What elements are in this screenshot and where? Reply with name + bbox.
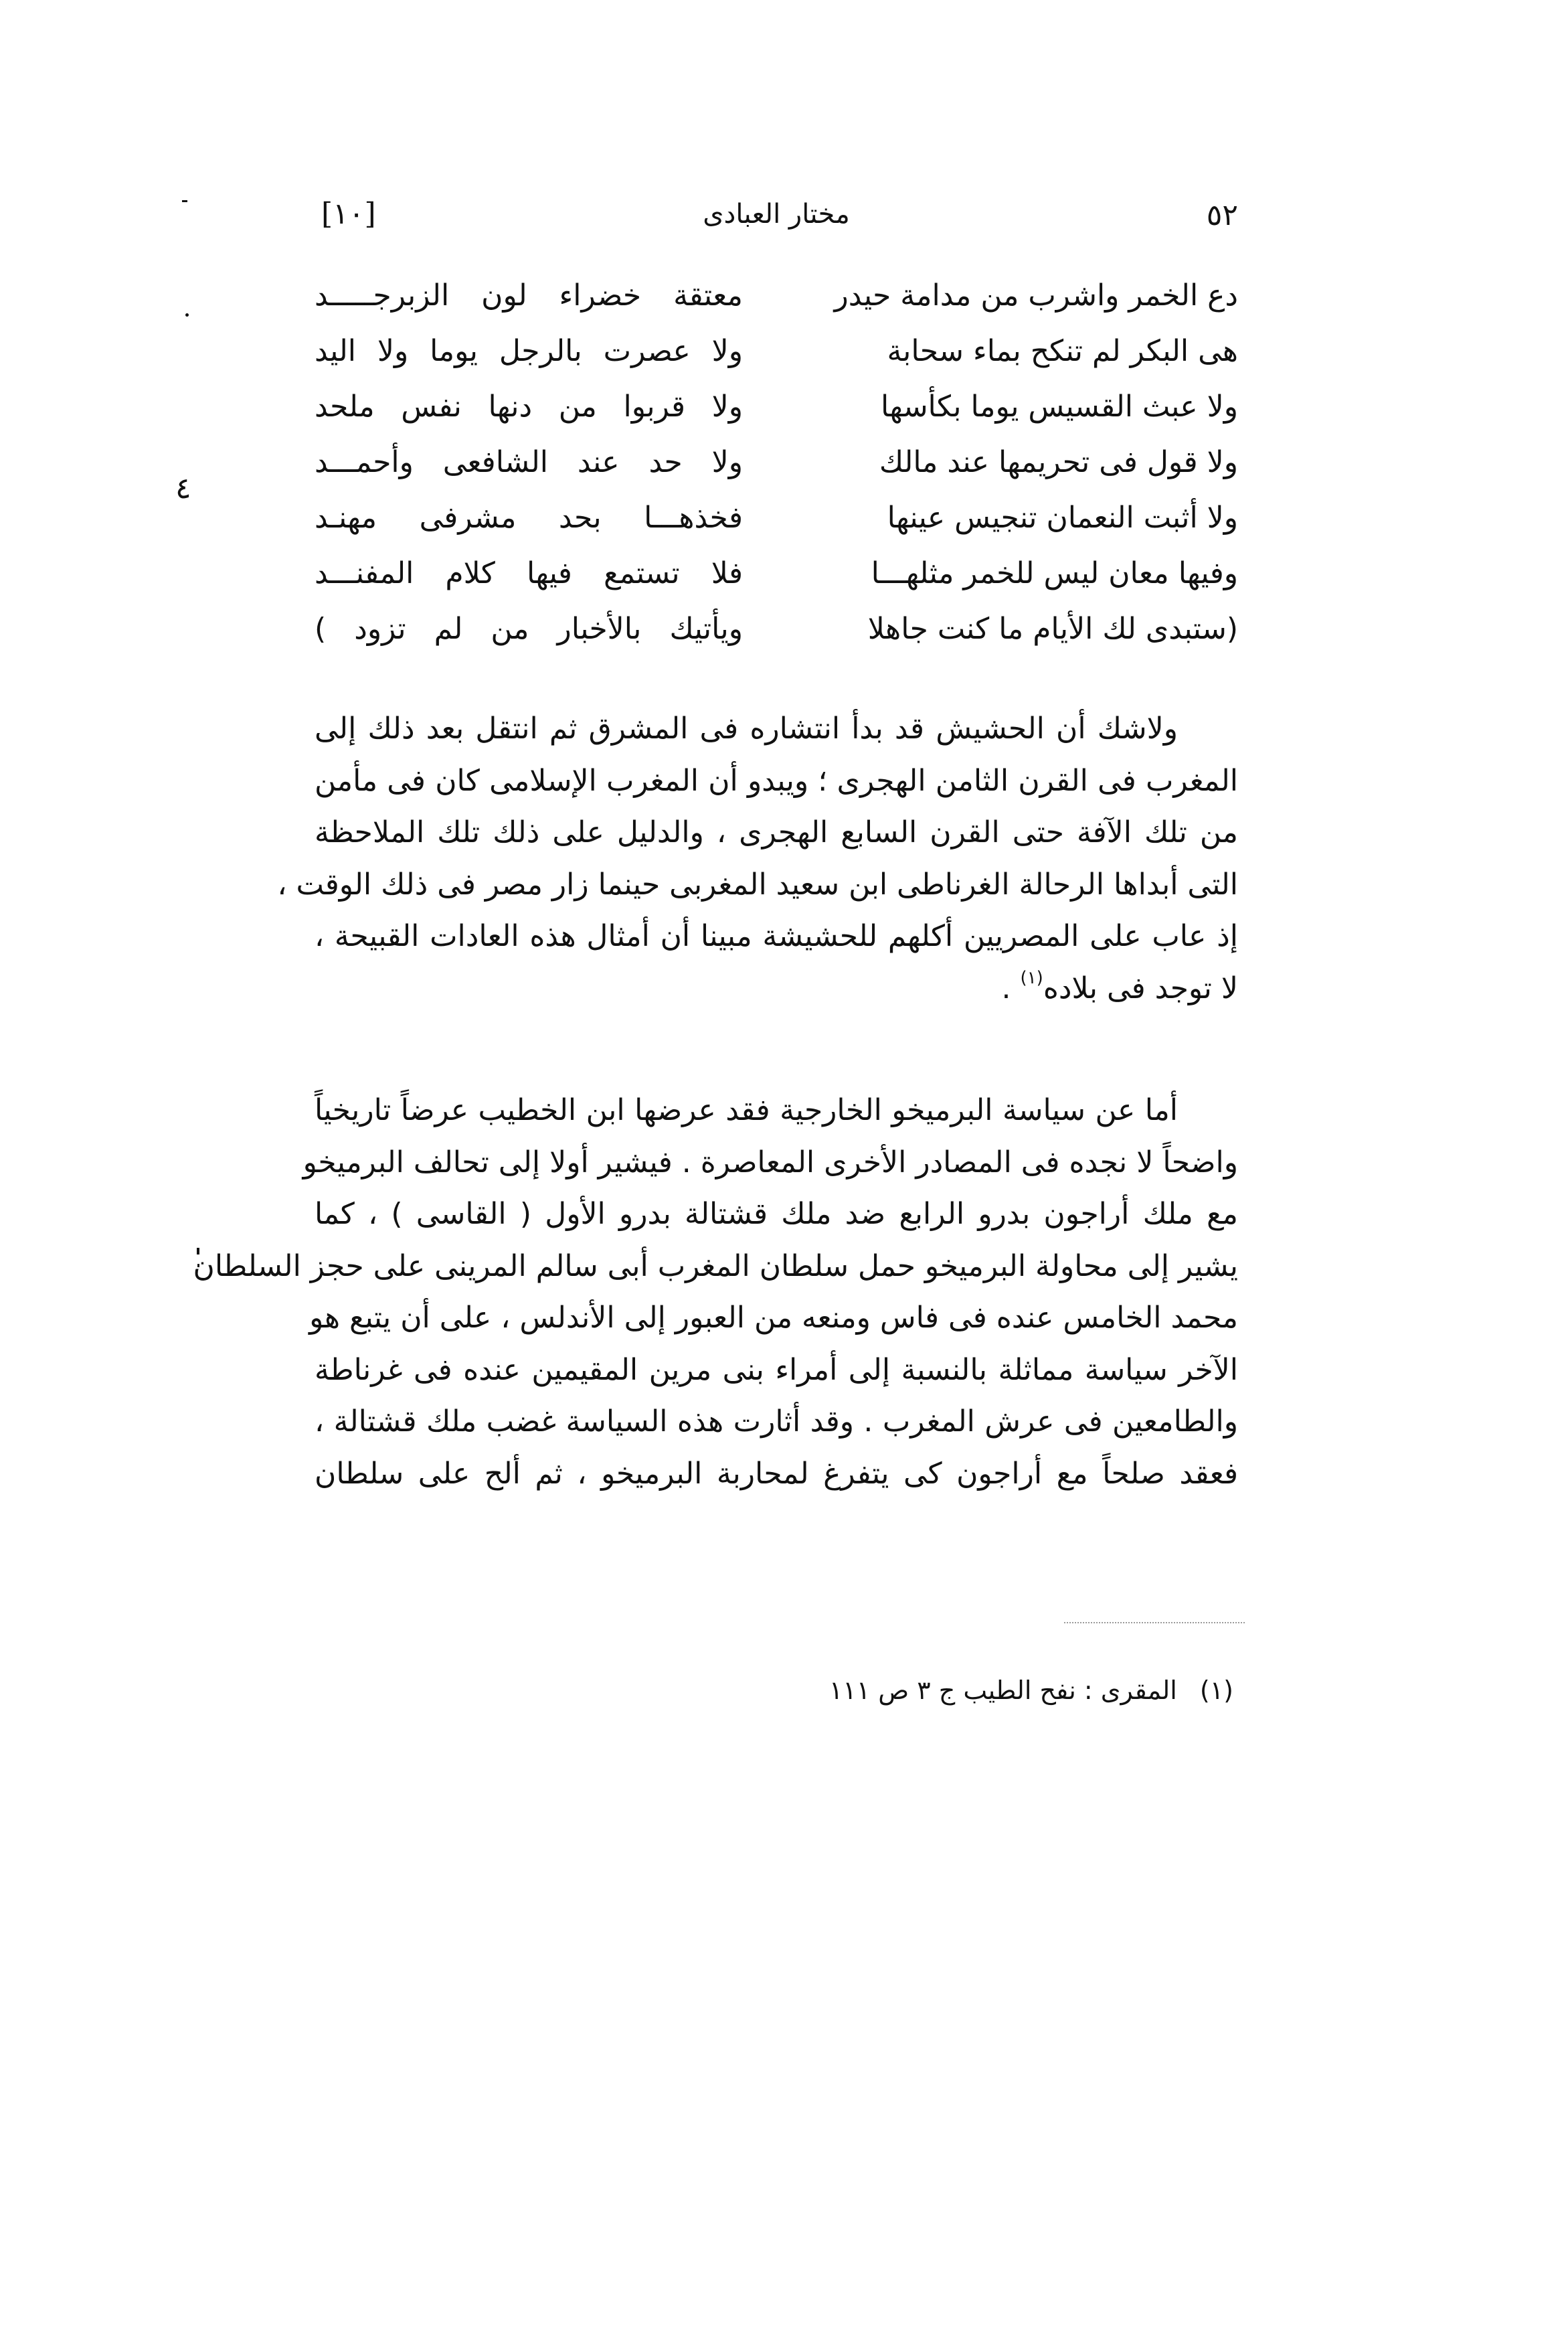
paragraph-line: أما عن سياسة البرميخو الخارجية فقد عرضها ابن الخطيب عرضاً تاريخياً xyxy=(315,1093,1178,1127)
poem-couplet xyxy=(315,379,1238,434)
hemistich-second: ويأتيك بالأخبار من لم تزود ) xyxy=(315,612,743,646)
paragraph-line: المغرب فى القرن الثامن الهجرى ؛ ويبدو أن المغرب الإسلامى كان فى مأمن xyxy=(315,763,1238,798)
paragraph-line: واضحاً لا نجده فى المصادر الأخرى المعاصرة . فيشير أولا إلى تحالف البرميخو xyxy=(302,1145,1238,1180)
hemistich-first: دع الخمر واشرب من مدامة حيدر xyxy=(834,278,1238,313)
paragraph-line: يشير إلى محاولة البرميخو حمل سلطان المغرب أبى سالم المرينى على حجز السلطان xyxy=(193,1248,1238,1283)
paragraph-line: والطامعين فى عرش المغرب . وقد أثارت هذه السياسة غضب ملك قشتالة ، xyxy=(315,1404,1238,1439)
margin-dot-mark xyxy=(185,313,189,317)
hemistich-second: ولا عصرت بالرجل يوما ولا اليد xyxy=(315,334,743,368)
hemistich-second: فخذهـــا بحد مشرفى مهنـد xyxy=(315,501,743,535)
footnote xyxy=(829,1667,1233,1714)
footnote-reference[interactable]: (١) xyxy=(1020,967,1043,988)
hemistich-first: (ستبدى لك الأيام ما كنت جاهلا xyxy=(867,612,1238,646)
running-header xyxy=(315,194,1238,241)
hemistich-second: فلا تستمع فيها كلام المفنـــد xyxy=(315,556,743,590)
paragraph-foreign-policy xyxy=(193,1084,1238,1500)
hemistich-first: ولا عبث القسيس يوما بكأسها xyxy=(881,390,1238,424)
poem-couplet xyxy=(315,323,1238,379)
sentence-end-punctuation: . xyxy=(1001,971,1021,1005)
paragraph-line: فعقد صلحاً مع أراجون كى يتفرغ لمحاربة البرميخو ، ثم ألح على سلطان xyxy=(315,1456,1238,1491)
hemistich-first: ولا قول فى تحريمها عند مالك xyxy=(879,445,1238,479)
hemistich-first: وفيها معان ليس للخمر مثلهـــا xyxy=(871,556,1238,590)
poem xyxy=(315,268,1238,657)
hemistich-first: هى البكر لم تنكح بماء سحابة xyxy=(887,334,1238,368)
hemistich-first: ولا أثبت النعمان تنجيس عينها xyxy=(887,501,1238,535)
running-title: مختار العبادى xyxy=(703,199,850,230)
paragraph-line: من تلك الآفة حتى القرن السابع الهجرى ، والدليل على ذلك تلك الملاحظة xyxy=(315,815,1238,849)
hemistich-second: معتقة خضراء لون الزبرجـــــد xyxy=(315,278,743,313)
poem-couplet xyxy=(315,601,1238,657)
footnote-text: المقرى : نفح الطيب ج ٣ ص ١١١ xyxy=(829,1676,1177,1705)
margin-tick-mark xyxy=(182,200,187,202)
page-number: ٥٢ xyxy=(1206,198,1238,232)
paragraph-hashish xyxy=(277,703,1238,1014)
hemistich-second: ولا قربوا من دنها نفس ملحد xyxy=(315,390,743,424)
footnote-separator xyxy=(1064,1622,1245,1623)
section-marker: [١٠] xyxy=(321,197,376,231)
paragraph-line-text: لا توجد فى بلاده xyxy=(1043,971,1238,1005)
paragraph-line: الآخر سياسة مماثلة بالنسبة إلى أمراء بنى مرين المقيمين عنده فى غرناطة xyxy=(315,1352,1238,1387)
paragraph-line: ولاشك أن الحشيش قد بدأ انتشاره فى المشرق ثم انتقل بعد ذلك إلى xyxy=(315,712,1178,746)
paragraph-line: التى أبداها الرحالة الغرناطى ابن سعيد المغربى حينما زار مصر فى ذلك الوقت ، xyxy=(277,867,1238,902)
footnote-number: (١) xyxy=(1199,1676,1233,1705)
poem-couplet xyxy=(315,268,1238,323)
hemistich-second: ولا حد عند الشافعى وأحمـــد xyxy=(315,445,743,479)
poem-couplet xyxy=(315,546,1238,601)
poem-couplet xyxy=(315,490,1238,546)
margin-handwritten-mark: ٤ xyxy=(175,471,191,505)
paragraph-line: إذ عاب على المصريين أكلهم للحشيشة مبينا أن أمثال هذه العادات القبيحة ، xyxy=(315,919,1238,953)
poem-couplet xyxy=(315,434,1238,490)
paragraph-line: مع ملك أراجون بدرو الرابع ضد ملك قشتالة بدرو الأول ( القاسى ) ، كما xyxy=(315,1197,1238,1231)
paragraph-line: محمد الخامس عنده فى فاس ومنعه من العبور إلى الأندلس ، على أن يتبع هو xyxy=(309,1301,1238,1335)
paragraph-line-last xyxy=(315,963,1238,1015)
